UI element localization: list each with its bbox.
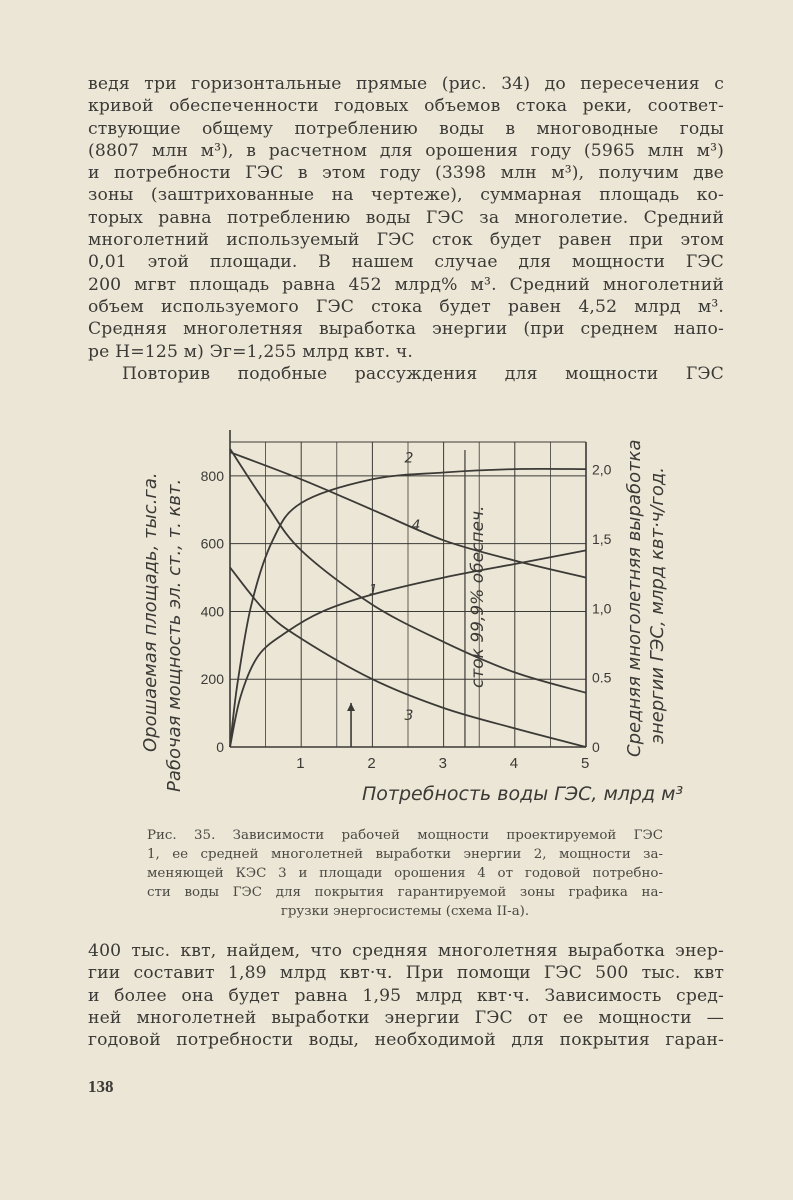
text-line: Повторив подобные рассуждения для мощности ГЭС — [122, 363, 724, 384]
arrow-head — [347, 703, 355, 711]
x-tick-label: 3 — [438, 755, 447, 772]
text-line: 400 тыс. квт, найдем, что средняя многолетняя выработка энер- — [88, 941, 724, 961]
y-left-label-2: Рабочая мощность эл. ст., т. квт. — [164, 478, 185, 792]
series-3-label: 3 — [404, 707, 414, 724]
y-left-tick-label: 600 — [200, 535, 224, 552]
text-line: 0,01 этой площади. В нашем случае для мощности ГЭС — [88, 252, 724, 273]
x-tick-label: 4 — [509, 755, 519, 772]
caption-line: Рис. 35. Зависимости рабочей мощности проектируемой ГЭС — [147, 828, 663, 843]
text-line: и более она будет равна 1,95 млрд квт·ч. Зависимость сред- — [88, 985, 724, 1006]
caption-line: меняющей КЭС 3 и площади орошения 4 от годовой потребно- — [147, 866, 663, 881]
text-line: годовой потребности воды, необходимой для покрытия гаран- — [88, 1030, 724, 1051]
text-line: Средняя многолетняя выработка энергии (при среднем напо- — [88, 319, 724, 340]
text-line: ре Н=125 м) Эг=1,255 млрд квт. ч. — [88, 341, 414, 362]
text-line: зоны (заштрихованные на чертеже), суммарная площадь ко- — [88, 185, 724, 206]
text-line: и потребности ГЭС в этом году (3398 млн м³), получим две — [88, 163, 724, 184]
y-left-tick-label: 200 — [200, 671, 224, 688]
y-right-tick-label: 0 — [592, 739, 600, 755]
body-text-bottom — [88, 940, 724, 1051]
text-line: объем используемого ГЭС стока будет равен 4,52 млрд м³. — [88, 296, 724, 317]
y-left-tick-label: 400 — [200, 603, 224, 620]
page-number: 138 — [88, 1077, 114, 1096]
y-right-tick-label: 1,0 — [592, 600, 612, 617]
caption-line: грузки энергосистемы (схема II-а). — [280, 904, 530, 919]
series-2-label: 2 — [404, 450, 414, 467]
text-line: торых равна потреблению воды ГЭС за многолетие. Средний — [88, 207, 724, 228]
caption-line: сти воды ГЭС для покрытия гарантируемой зоны графика на- — [147, 885, 663, 900]
x-axis-label: Потребность воды ГЭС, млрд м³ — [362, 783, 684, 805]
text-line: ней многолетней выработки энергии ГЭС от ее мощности — — [88, 1007, 724, 1028]
x-tick-label: 5 — [581, 755, 590, 772]
text-line: 200 мгвт площадь равна 452 млрд% м³. Средний многолетний — [88, 274, 724, 295]
y-left-tick-label: 0 — [216, 739, 224, 755]
chart-grid — [230, 442, 586, 747]
y-right-tick-label: 0.5 — [592, 669, 612, 686]
text-line: ствующие общему потреблению воды в многоводные годы — [88, 118, 724, 139]
x-tick-label: 1 — [296, 755, 305, 772]
series-1-label: 1 — [368, 582, 378, 599]
caption-line: 1, ее средней многолетней выработки энергии 2, мощности за- — [147, 847, 663, 862]
series-4-label: 4 — [411, 518, 421, 535]
text-line: ведя три горизонтальные прямые (рис. 34) до пересечения с — [88, 74, 724, 94]
figure-35-chart — [130, 392, 690, 812]
text-line: гии составит 1,89 млрд квт·ч. При помощи ГЭС 500 тыс. квт — [88, 963, 724, 984]
text-line: многолетний используемый ГЭС сток будет равен при этом — [88, 230, 724, 251]
figure-caption — [147, 826, 663, 921]
y-right-label-2: энергии ГЭС, млрд квт·ч/год. — [647, 466, 668, 744]
y-right-label-1: Средняя многолетняя выработка — [624, 439, 645, 757]
y-right-tick-label: 2,0 — [592, 461, 612, 478]
body-text-top — [88, 73, 724, 385]
annotation-99-9: сток 99,9% обеспеч. — [468, 505, 488, 688]
y-left-label-1: Орошаемая площадь, тыс.га. — [140, 472, 161, 752]
text-line: кривой обеспеченности годовых объемов стока реки, соответ- — [88, 96, 724, 117]
y-right-tick-label: 1,5 — [592, 531, 612, 548]
x-tick-label: 2 — [367, 755, 376, 772]
text-line: (8807 млн м³), в расчетном для орошения году (5965 млн м³) — [88, 140, 724, 161]
y-left-tick-label: 800 — [200, 467, 224, 484]
